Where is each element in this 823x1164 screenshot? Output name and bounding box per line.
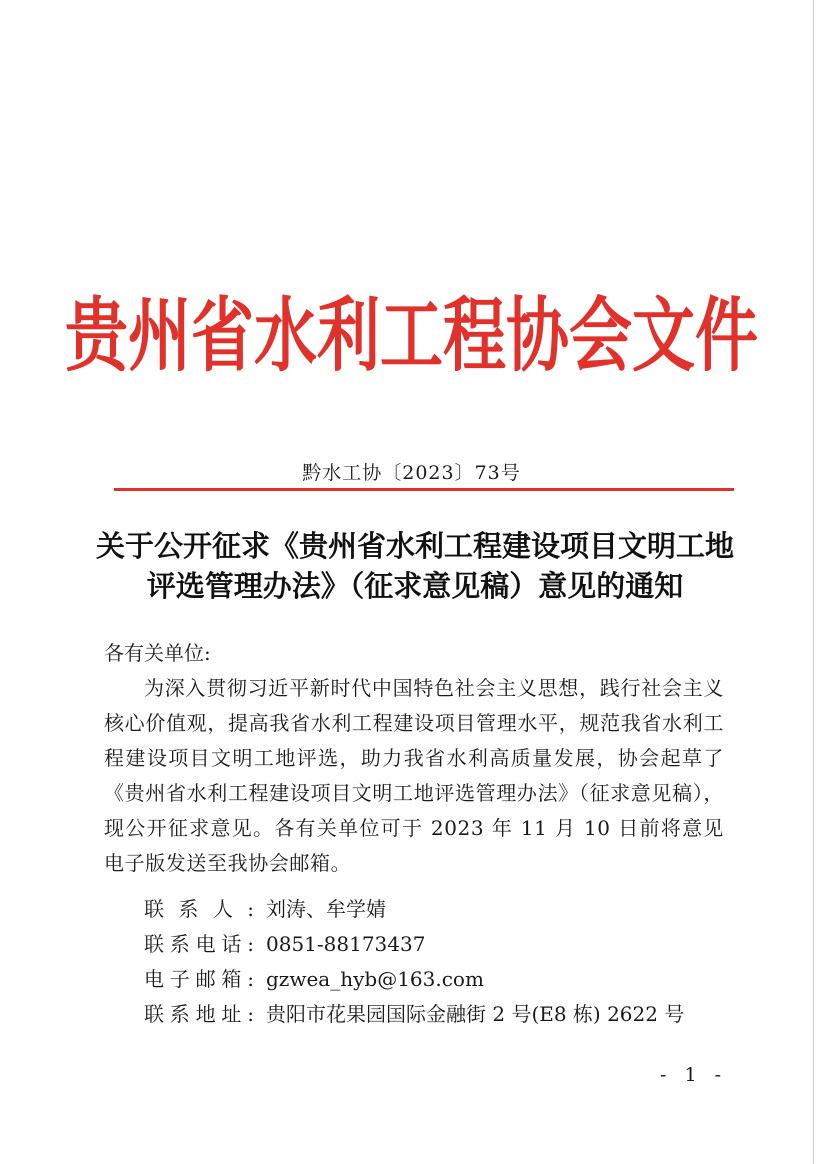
contact-email-value: gzwea_hyb@163.com [266,967,484,991]
contact-block [144,892,684,1032]
contact-address-value: 贵阳市花果园国际金融街 2 号(E8 栋) 2622 号 [266,1002,685,1026]
notice-title: 关于公开征求《贵州省水利工程建设项目文明工地评选管理办法》（征求意见稿）意见的通知 [95,529,734,603]
contact-phone-row [144,927,684,962]
contact-phone-value: 0851-88173437 [266,932,426,956]
contact-email-label: 电子邮箱: [144,967,254,991]
page-number: - 1 - [660,1064,728,1086]
scan-edge-line [813,0,814,1164]
notice-body [104,636,724,881]
contact-phone-label: 联系电话: [144,932,254,956]
contact-person-value: 刘涛、牟学婧 [266,897,386,921]
contact-email-row [144,962,684,997]
document-number: 黔水工协〔2023〕73号 [302,462,521,484]
contact-person-label: 联系人: [144,897,254,921]
contact-address-label: 联系地址: [144,1002,254,1026]
salutation: 各有关单位: [104,641,211,665]
contact-address-row [144,997,684,1032]
contact-person-row [144,892,684,927]
document-masthead: 贵州省水利工程协会文件 [65,287,758,383]
main-paragraph: 为深入贯彻习近平新时代中国特色社会主义思想，践行社会主义核心价值观，提高我省水利工程建设项目管理水平，规范我省水利工程建设项目文明工地评选，助力我省水利高质量发展，协会起草了《贵州省水利工程建设项目文明工地评选管理办法》（征求意见稿），现公开征求意见。各有关单位可于 2023 年 11 月 10 日前将意见电子版发送至我协会邮箱。 [104,676,724,875]
red-divider-line [114,488,734,491]
